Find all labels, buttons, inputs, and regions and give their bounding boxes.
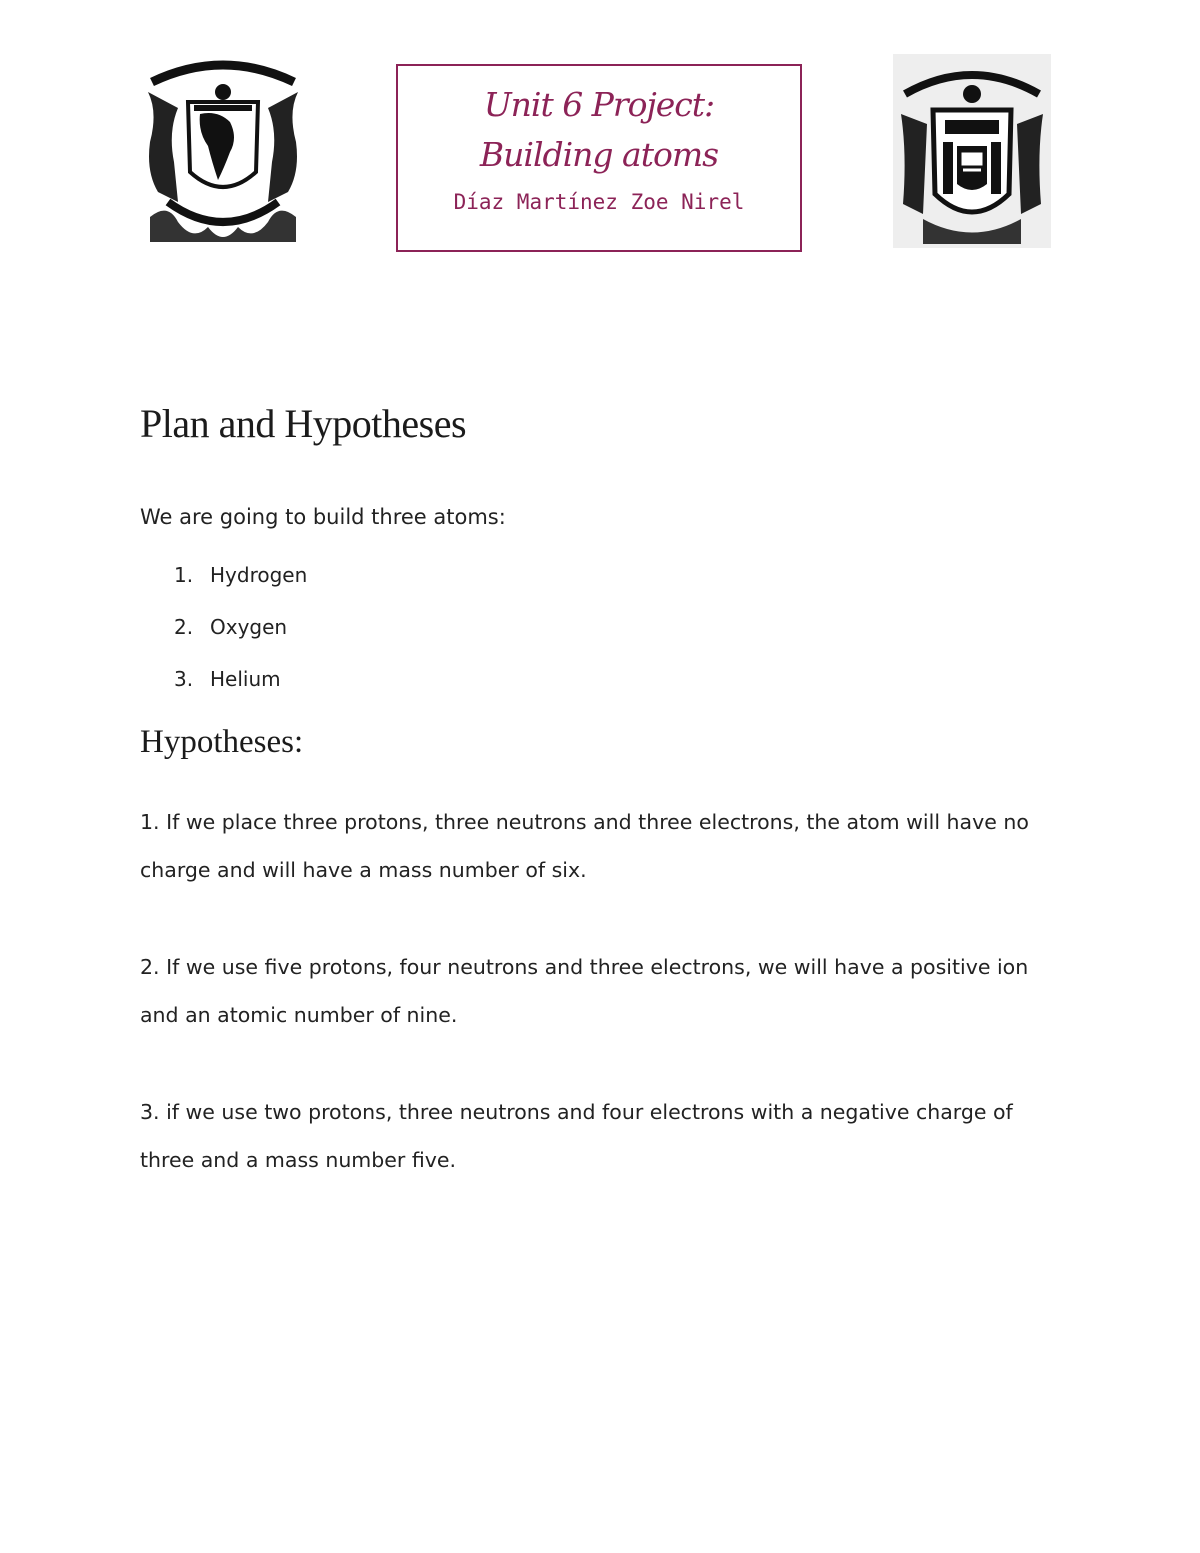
hypothesis-paragraph: 2. If we use five protons, four neutrons and three electrons, we will have a positive ion and an atomic number of nine. [140,955,1029,1027]
list-item [140,560,307,612]
atom-name: Hydrogen [210,563,308,587]
list-number: 3. [174,667,194,691]
list-number: 1. [174,563,194,587]
list-number: 2. [174,615,194,639]
author-name: Díaz Martínez Zoe Nirel [453,190,745,214]
title-box [396,64,802,252]
list-item [140,612,307,664]
section-heading: Plan and Hypotheses [140,401,467,446]
atom-name: Oxygen [210,615,288,639]
hypothesis-paragraph: 1. If we place three protons, three neutrons and three electrons, the atom will have no charge and will have a mass number of six. [140,810,1029,882]
list-item [140,664,307,716]
enp-crest-logo [893,54,1051,248]
atom-name: Helium [210,667,281,691]
intro-text: We are going to build three atoms: [140,505,506,529]
hypotheses-heading: Hypotheses: [140,724,304,760]
document-title: Unit 6 Project: Building atoms [479,85,719,174]
hypothesis-paragraph: 3. if we use two protons, three neutrons and four electrons with a negative charge of three and a mass number five. [140,1100,1013,1172]
atom-list [140,560,307,716]
unam-crest-logo [138,52,308,250]
